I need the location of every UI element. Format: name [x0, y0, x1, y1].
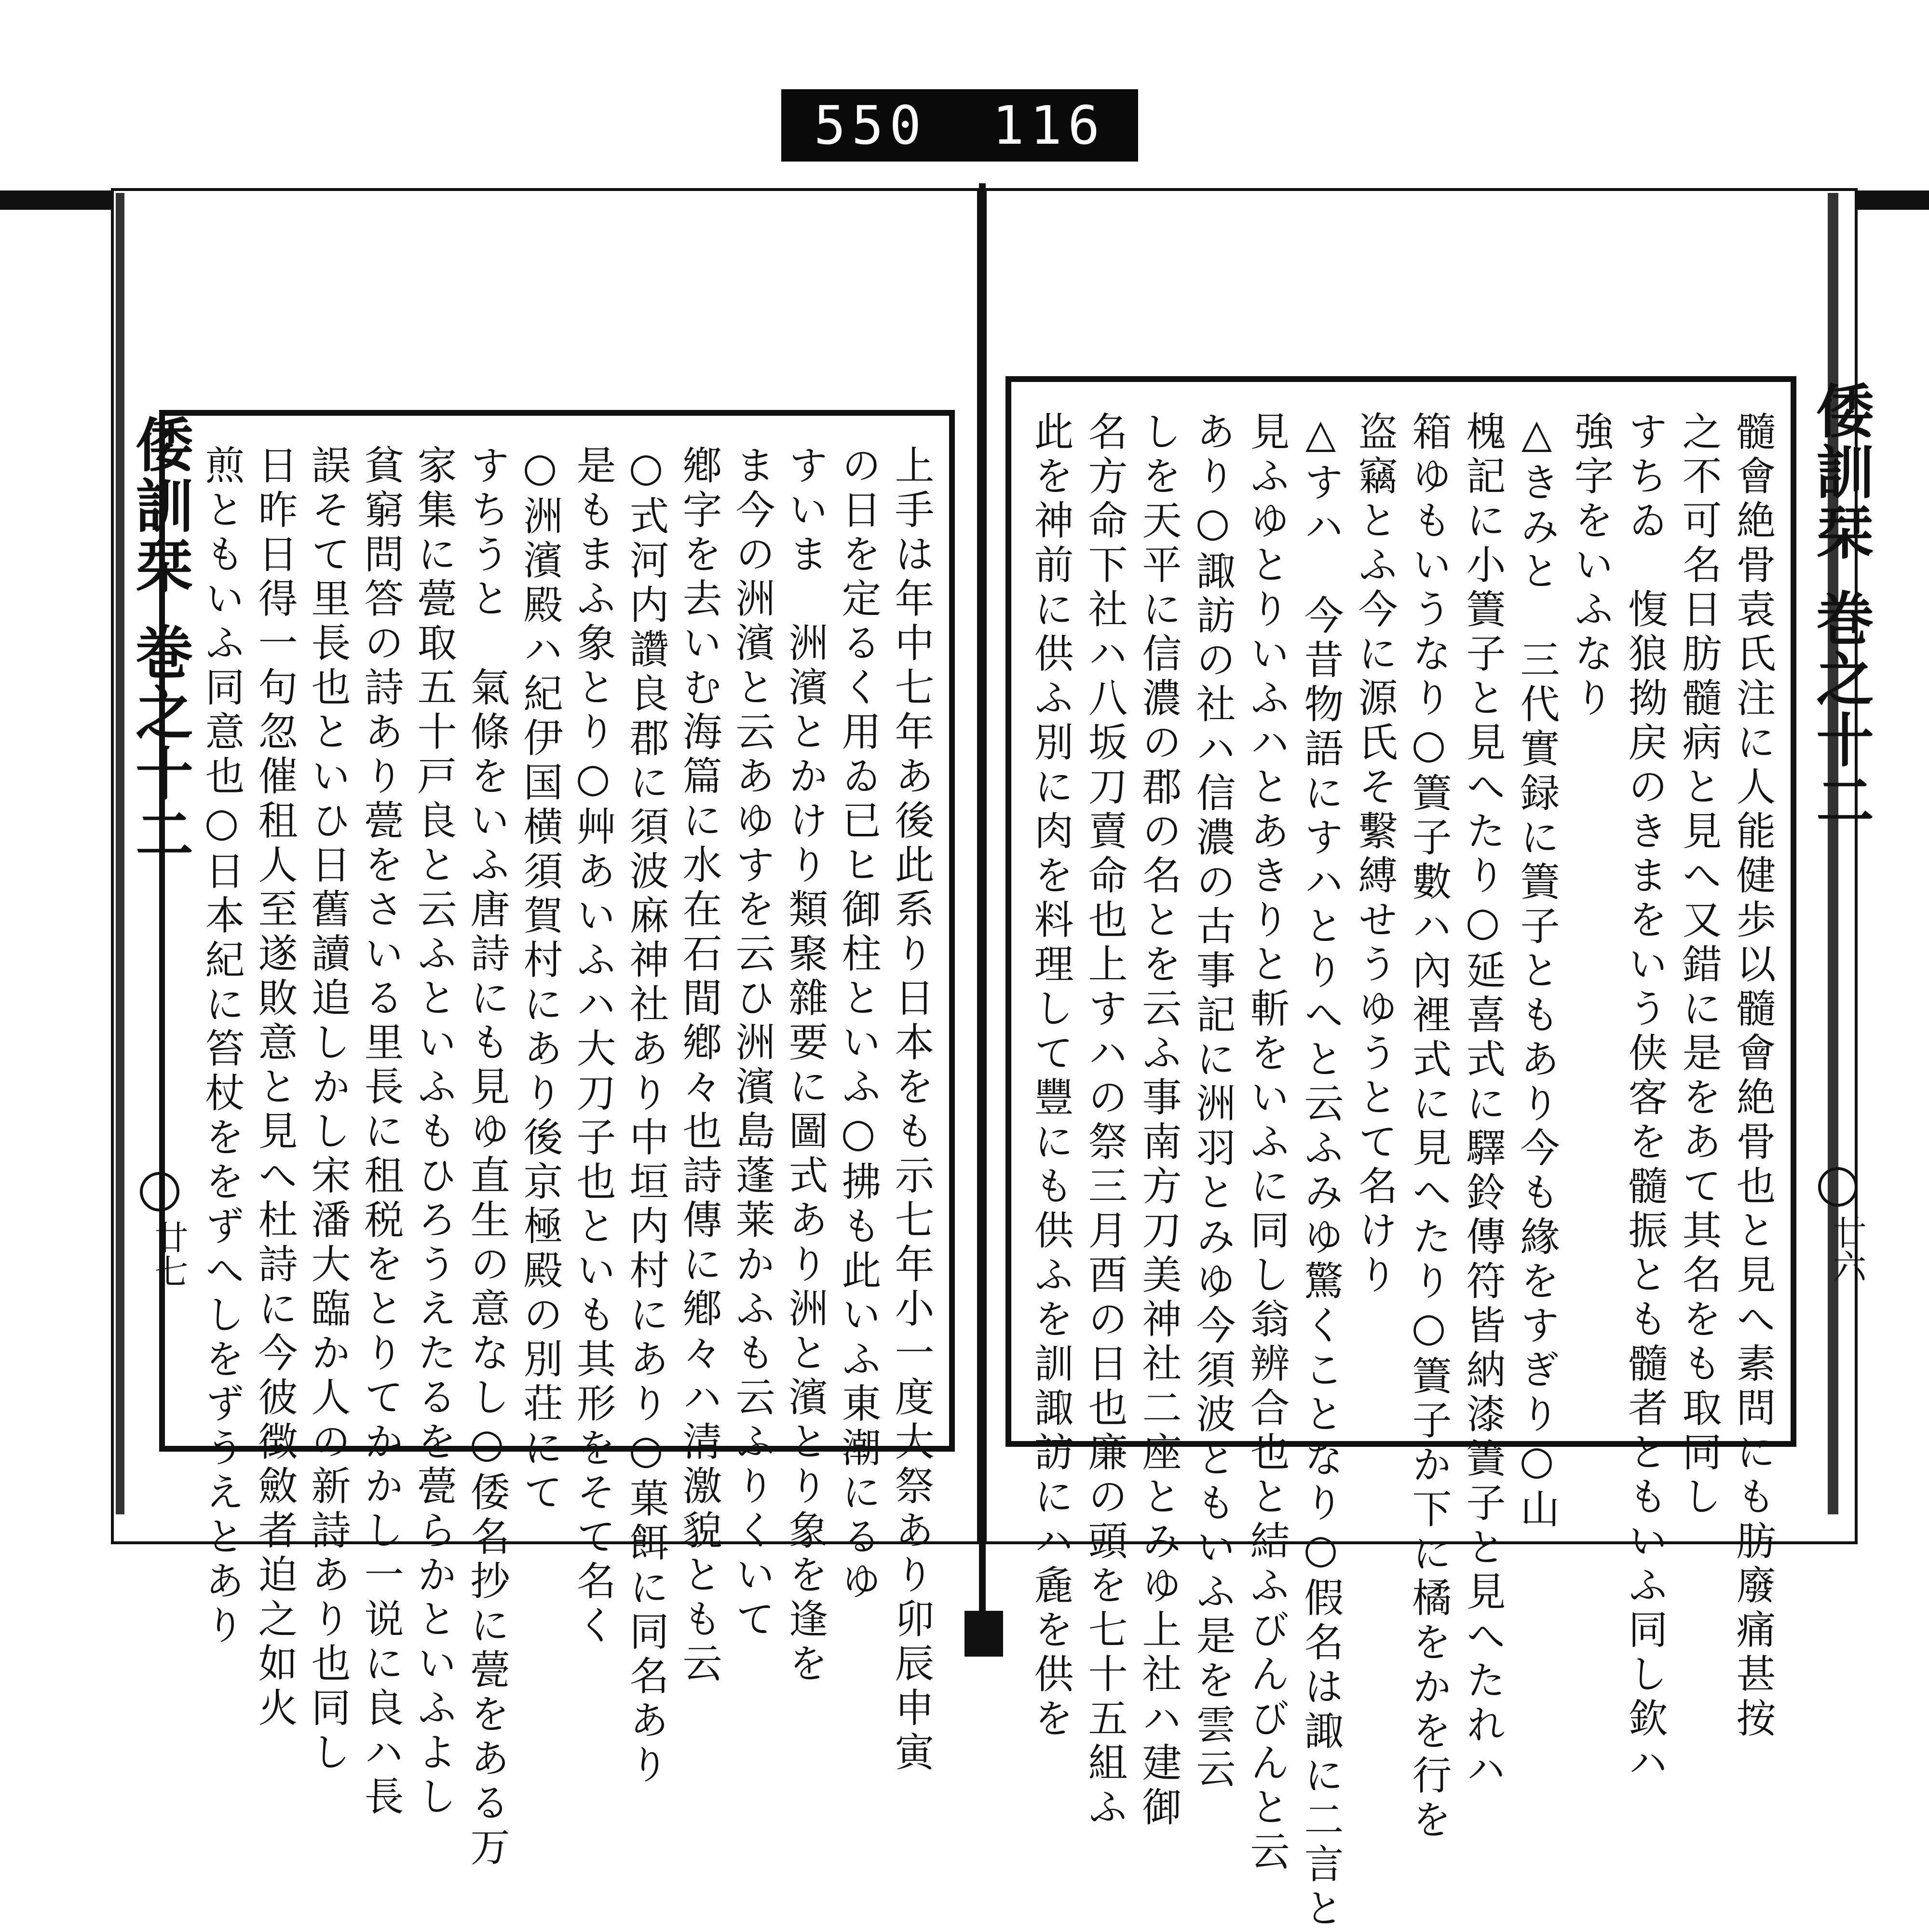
right-text-frame	[1005, 376, 1796, 1932]
text-column: 是もまふ象とり○艸あいふハ大刀子也といも其形をそて名く	[570, 445, 616, 1649]
text-column: あり○諏訪の社ハ信濃の古事記に洲羽とみゆ今須波ともいふ是を雲云	[1190, 411, 1236, 1793]
text-column: 見ふゆとりいふハとあきりと斬をいふに同し翁辨合也と結ふびんびんと云	[1244, 411, 1290, 1875]
text-column: 貧窮問答の詩あり甍をさいる里長に租税をとりてかかし一说に良ハ長	[358, 445, 404, 1820]
text-column: の日を定るく用ゐ已ヒ御柱といふ○拂も此いふ東潮にるゆ	[835, 445, 881, 1605]
right-page-folio: 廿六	[1827, 1215, 1867, 1283]
text-column: 髓會絶骨袁氏注に人能健歩以髓會絶骨也と見へ素問にも肪廢痛甚按	[1730, 411, 1776, 1742]
text-column: ○洲濱殿ハ紀伊国横須賀村にあり後京極殿の別荘にて	[517, 445, 563, 1516]
text-column: 槐記に小簀子と見へたり○延喜式に驛鈴傳符皆納漆簀子と見へたれハ	[1460, 411, 1506, 1793]
text-column: △きみと 三代實録に簀子ともあり今も緣をすぎり○山	[1514, 411, 1560, 1533]
right-page-title: 倭訓栞	[1807, 381, 1875, 563]
text-column: 鄕字を去いむ海篇に水在石間鄕々也詩傳に鄕々ハ清激貌とも云	[676, 445, 722, 1687]
gutter-base	[964, 1611, 1003, 1657]
text-column: 此を神前に供ふ別に肉を料理して豐にも供ふを訓諏訪にハ麁を供を	[1028, 411, 1073, 1742]
accession-left: 550	[814, 95, 927, 156]
text-column: すちゐ 愎狼拗戻のきまをいう侠客を髓振とも髓者ともいふ同し欽ハ	[1622, 411, 1668, 1786]
text-column: 誤そて里長也といひ日舊讀追しかし宋潘大臨か人の新詩あり也同し	[305, 445, 351, 1776]
text-column: △すハ 今昔物語にすハとりへと云ふみゆ驚くことなり○假名は諏に二言と	[1298, 411, 1344, 1932]
text-column: しを天平に信濃の郡の名とを云ふ事南方刀美神社二座とみゆ上社ハ建御	[1136, 411, 1182, 1831]
right-folio-circle	[1818, 1167, 1858, 1207]
right-page-volume: 巻之十二	[1807, 588, 1875, 831]
text-column: すいま 洲濱とかけり類聚雜要に圖式あり洲と濱とり象を逢を	[782, 445, 828, 1687]
left-folio-circle	[140, 1172, 179, 1211]
accession-label	[781, 89, 1138, 162]
text-column: すちうと 氣條をいふ唐詩にも見ゆ直生の意なし○倭名抄に甍をある万	[464, 445, 510, 1871]
accession-right: 116	[992, 95, 1106, 156]
text-column: ま今の洲濱と云あゆすを云ひ洲濱島蓬莱かふも云ふりくいて	[729, 445, 775, 1643]
text-column: 之不可名日肪髓病と見へ又錯に是をあて其名をも取同し	[1676, 411, 1722, 1520]
center-gutter	[979, 183, 986, 1649]
left-page-volume: 巻之十二	[126, 622, 194, 865]
text-column: ○式河内讚良郡に須波麻神社あり中垣内村にあり○菓餌に同名あり	[623, 445, 669, 1788]
text-column: 日昨日得一句忽催租人至遂敗意と見へ杜詩に今彼徴斂者迫之如火	[252, 445, 298, 1731]
text-column: 上手は年中七年あ後此系り日本をも示七年小一度大祭あり卯辰申寅	[888, 445, 934, 1776]
left-text-frame	[159, 410, 955, 1871]
text-column: 家集に甍取五十戸良と云ふといふもひろうえたるを甍らかといふよし	[411, 445, 457, 1820]
text-column: 盗竊とふ今に源氏そ繫縛せうゆうとて名けり	[1352, 411, 1398, 1298]
text-column: 箱ゆもいうなり○簀子數ハ內裡式に見へたり○簀子か下に橘をかを行を	[1406, 411, 1452, 1843]
text-column: 名方命下社ハ八坂刀賣命也上すハの祭三月酉の日也廉の頭を七十五組ふ	[1082, 411, 1128, 1831]
text-column: 煎ともいふ同意也○日本紀に笞杖ををずへしをずうえとあり	[199, 445, 245, 1649]
left-page-folio: 廿七	[149, 1220, 189, 1288]
left-page-title: 倭訓栞	[126, 415, 194, 597]
text-column: 強字をいふなり	[1568, 411, 1614, 721]
